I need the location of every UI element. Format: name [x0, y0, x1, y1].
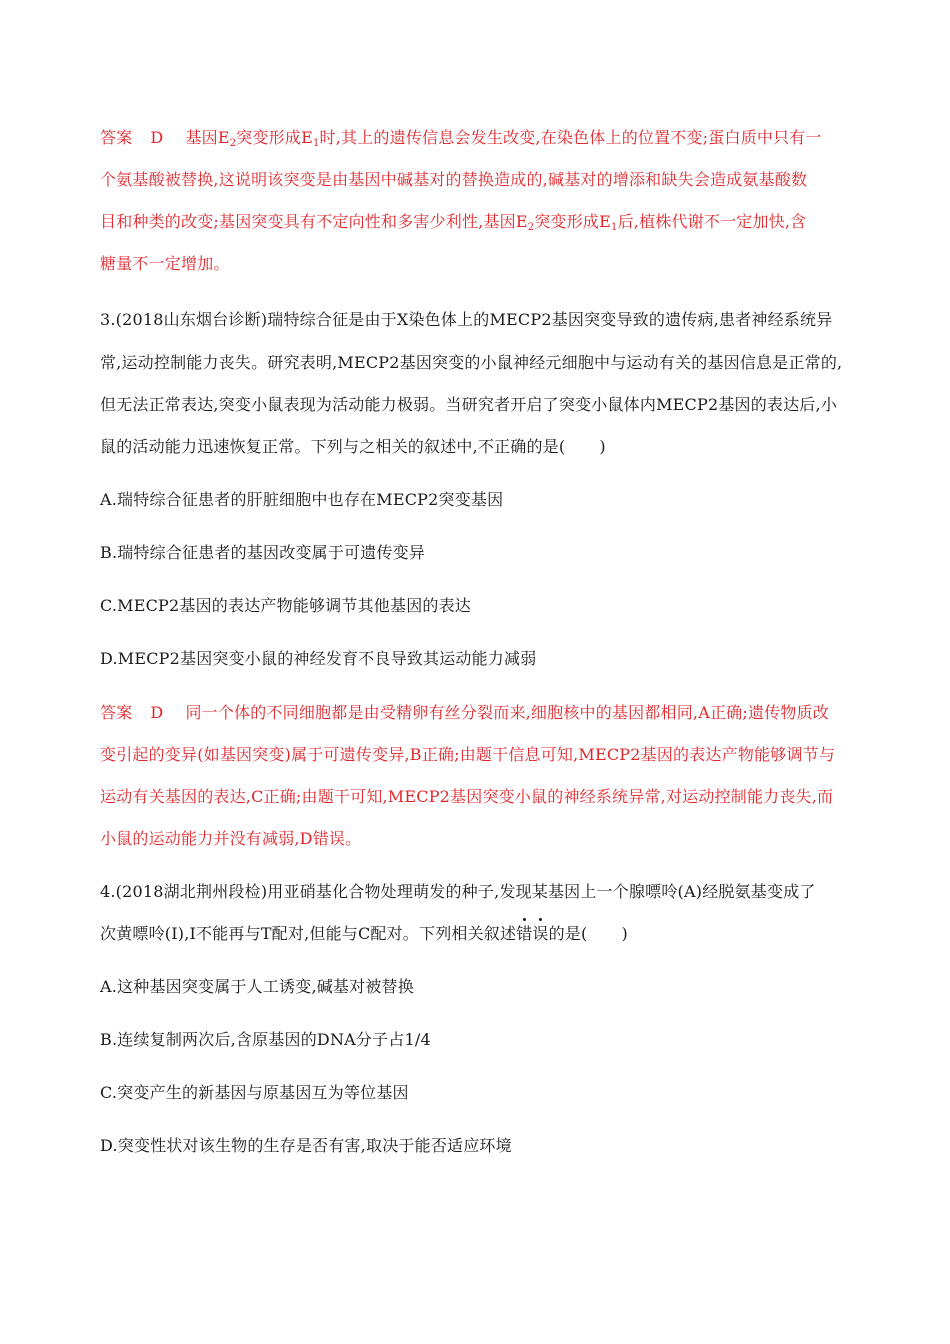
- q3-option-a: A.瑞特综合征患者的肝脏细胞中也存在MECP2突变基因: [100, 490, 504, 509]
- answer-letter: D: [150, 128, 164, 147]
- answer1-text: 突变形成E: [534, 212, 612, 231]
- q3-stem-line-3: 但无法正常表达,突变小鼠表现为活动能力极弱。当研究者开启了突变小鼠体内MECP2基因的表达后,小: [100, 395, 838, 414]
- answer1-line-1: [100, 128, 822, 148]
- q4-option-d: D.突变性状对该生物的生存是否有害,取决于能否适应环境: [100, 1136, 512, 1155]
- q3-stem-line-4: [100, 437, 606, 457]
- q3-option-d: D.MECP2基因突变小鼠的神经发育不良导致其运动能力减弱: [100, 649, 537, 668]
- answer1-line-2: 个氨基酸被替换,这说明该突变是由基因中碱基对的替换造成的,碱基对的增添和缺失会造成氨基酸数: [100, 170, 808, 189]
- answer1-text: 突变形成E: [236, 128, 313, 147]
- answer1-text: 目和种类的改变;基因突变具有不定向性和多害少利性,基因E: [100, 212, 528, 231]
- q3-stem-text: 鼠的活动能力迅速恢复正常。下列与之相关的叙述中,不正确的是(: [100, 437, 566, 456]
- q4-stem-text: 次黄嘌呤(I),I不能再与T配对,但能与C配对。下列相关叙述: [100, 924, 517, 943]
- q3-stem-line-2: 常,运动控制能力丧失。研究表明,MECP2基因突变的小鼠神经元细胞中与运动有关的基因信息是正常的,: [100, 353, 843, 372]
- answer-letter: D: [150, 703, 164, 722]
- answer1-line-3: [100, 212, 806, 232]
- q4-stem-line-1: 4.(2018湖北荆州段检)用亚硝基化合物处理萌发的种子,发现某基因上一个腺嘌呤(A)经脱氨基变成了: [100, 882, 816, 901]
- answer1-text: 时,其上的遗传信息会发生改变,在染色体上的位置不变;蛋白质中只有一: [319, 128, 822, 147]
- q4-stem-line-2: [100, 924, 628, 944]
- subscript: 2: [527, 222, 535, 233]
- q3-stem-line-1: 3.(2018山东烟台诊断)瑞特综合征是由于X染色体上的MECP2基因突变导致的遗传病,患者神经系统异: [100, 310, 833, 329]
- q3-close-paren: ): [599, 437, 606, 456]
- answer1-text: 后,植株代谢不一定加快,含: [617, 212, 807, 231]
- subscript: 1: [312, 138, 320, 149]
- q3-option-b: B.瑞特综合征患者的基因改变属于可遗传变异: [100, 543, 426, 562]
- q4-close-paren: ): [621, 924, 628, 943]
- answer3-line-2: 变引起的变异(如基因突变)属于可遗传变异,B正确;由题干信息可知,MECP2基因的表达产物能够调节与: [100, 745, 836, 764]
- subscript: 2: [229, 138, 237, 149]
- q4-option-b: B.连续复制两次后,含原基因的DNA分子占1/4: [100, 1030, 431, 1049]
- answer1-line-4: 糖量不一定增加。: [100, 254, 230, 273]
- answer3-line-4: 小鼠的运动能力并没有减弱,D错误。: [100, 829, 362, 848]
- answer3-line-1: [100, 703, 829, 723]
- q3-option-c: C.MECP2基因的表达产物能够调节其他基因的表达: [100, 596, 472, 615]
- emphasis-char: 错: [516, 924, 533, 943]
- answer-label: 答案: [100, 703, 133, 722]
- subscript: 1: [611, 222, 618, 233]
- answer3-line-3: 运动有关基因的表达,C正确;由题干可知,MECP2基因突变小鼠的神经系统异常,对运动控制能力丧失,而: [100, 787, 834, 806]
- q4-option-a: A.这种基因突变属于人工诱变,碱基对被替换: [100, 977, 414, 996]
- answer-label: 答案: [100, 128, 133, 147]
- emphasis-char: 误: [532, 924, 549, 943]
- q4-option-c: C.突变产生的新基因与原基因互为等位基因: [100, 1083, 409, 1102]
- answer3-text: 同一个体的不同细胞都是由受精卵有丝分裂而来,细胞核中的基因都相同,A正确;遗传物质改: [185, 703, 829, 722]
- q4-stem-text: 的是(: [548, 924, 588, 943]
- answer1-text: 基因E: [185, 128, 230, 147]
